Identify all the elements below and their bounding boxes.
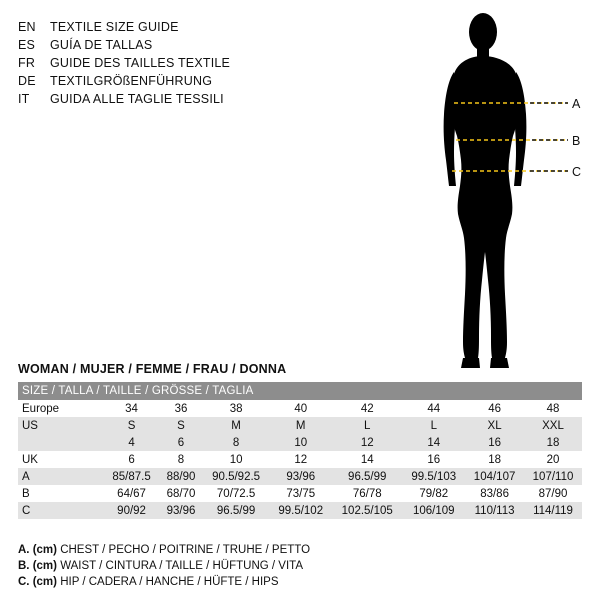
cell: 38 — [203, 400, 270, 417]
cell: 110/113 — [465, 502, 524, 519]
row-label — [18, 434, 104, 451]
table-header-row — [18, 382, 582, 400]
cell: 40 — [269, 400, 332, 417]
cell: 99.5/102 — [269, 502, 332, 519]
cell: 83/86 — [465, 485, 524, 502]
legend-row-c — [18, 574, 578, 590]
cell: 79/82 — [402, 485, 465, 502]
cell: 96.5/99 — [332, 468, 402, 485]
cell: 16 — [465, 434, 524, 451]
cell: 93/96 — [159, 502, 203, 519]
table-row — [18, 502, 582, 519]
language-code: ES — [18, 38, 36, 52]
cell: 114/119 — [524, 502, 582, 519]
cell: XXL — [524, 417, 582, 434]
language-title: TEXTILGRÖßENFÜHRUNG — [50, 74, 213, 88]
cell: 87/90 — [524, 485, 582, 502]
cell: 42 — [332, 400, 402, 417]
legend-row-b — [18, 558, 578, 574]
cell: 8 — [203, 434, 270, 451]
cell: 70/72.5 — [203, 485, 270, 502]
language-row-fr — [18, 54, 318, 72]
cell: 10 — [203, 451, 270, 468]
language-list — [18, 18, 318, 108]
cell: 90/92 — [104, 502, 159, 519]
cell: 6 — [104, 451, 159, 468]
cell: XL — [465, 417, 524, 434]
cell: M — [269, 417, 332, 434]
language-title: GUIDE DES TAILLES TEXTILE — [50, 56, 231, 70]
table-row — [18, 451, 582, 468]
language-code: IT — [18, 92, 30, 106]
legend-key: C. (cm) — [18, 576, 57, 588]
cell: 14 — [332, 451, 402, 468]
language-code: FR — [18, 56, 36, 70]
table-row — [18, 434, 582, 451]
legend-key: A. (cm) — [18, 544, 57, 556]
cell: 36 — [159, 400, 203, 417]
cell: 12 — [332, 434, 402, 451]
row-label: C — [18, 502, 104, 519]
cell: 93/96 — [269, 468, 332, 485]
language-row-it — [18, 90, 318, 108]
female-silhouette — [444, 13, 527, 368]
section-title: WOMAN / MUJER / FEMME / FRAU / DONNA — [18, 362, 287, 376]
cell: 4 — [104, 434, 159, 451]
cell: 106/109 — [402, 502, 465, 519]
table-header-label: SIZE / TALLA / TAILLE / GRÖSSE / TAGLIA — [18, 382, 582, 400]
cell: 12 — [269, 451, 332, 468]
cell: 73/75 — [269, 485, 332, 502]
language-row-de — [18, 72, 318, 90]
row-label: US — [18, 417, 104, 434]
cell: 102.5/105 — [332, 502, 402, 519]
table-row — [18, 485, 582, 502]
marker-label-a: A — [572, 97, 581, 111]
table-row — [18, 468, 582, 485]
marker-label-b: B — [572, 134, 581, 148]
language-title: GUÍA DE TALLAS — [50, 38, 153, 52]
legend-text: CHEST / PECHO / POITRINE / TRUHE / PETTO — [60, 544, 311, 556]
language-row-es — [18, 36, 318, 54]
cell: 14 — [402, 434, 465, 451]
cell: 90.5/92.5 — [203, 468, 270, 485]
cell: L — [332, 417, 402, 434]
legend-text: WAIST / CINTURA / TAILLE / HÜFTUNG / VITA — [60, 560, 303, 572]
measurement-legend — [18, 542, 578, 590]
cell: 85/87.5 — [104, 468, 159, 485]
cell: 68/70 — [159, 485, 203, 502]
cell: 18 — [524, 434, 582, 451]
cell: 10 — [269, 434, 332, 451]
language-row-en — [18, 18, 318, 36]
cell: 34 — [104, 400, 159, 417]
cell: S — [159, 417, 203, 434]
table-row — [18, 417, 582, 434]
language-title: GUIDA ALLE TAGLIE TESSILI — [50, 92, 224, 106]
cell: 20 — [524, 451, 582, 468]
cell: 46 — [465, 400, 524, 417]
language-code: EN — [18, 20, 36, 34]
cell: 44 — [402, 400, 465, 417]
language-title: TEXTILE SIZE GUIDE — [50, 20, 179, 34]
cell: 64/67 — [104, 485, 159, 502]
table-row — [18, 400, 582, 417]
legend-row-a — [18, 542, 578, 558]
row-label: Europe — [18, 400, 104, 417]
cell: 107/110 — [524, 468, 582, 485]
size-table-wrapper — [18, 382, 582, 519]
size-table — [18, 382, 582, 519]
cell: 8 — [159, 451, 203, 468]
cell: L — [402, 417, 465, 434]
language-code: DE — [18, 74, 36, 88]
cell: 104/107 — [465, 468, 524, 485]
cell: S — [104, 417, 159, 434]
cell: 16 — [402, 451, 465, 468]
cell: M — [203, 417, 270, 434]
legend-key: B. (cm) — [18, 560, 57, 572]
cell: 76/78 — [332, 485, 402, 502]
row-label: B — [18, 485, 104, 502]
cell: 48 — [524, 400, 582, 417]
row-label: UK — [18, 451, 104, 468]
cell: 96.5/99 — [203, 502, 270, 519]
cell: 99.5/103 — [402, 468, 465, 485]
row-label: A — [18, 468, 104, 485]
marker-label-c: C — [572, 165, 582, 179]
legend-text: HIP / CADERA / HANCHE / HÜFTE / HIPS — [60, 576, 279, 588]
cell: 6 — [159, 434, 203, 451]
cell: 88/90 — [159, 468, 203, 485]
female-body-figure — [420, 6, 595, 376]
cell: 18 — [465, 451, 524, 468]
